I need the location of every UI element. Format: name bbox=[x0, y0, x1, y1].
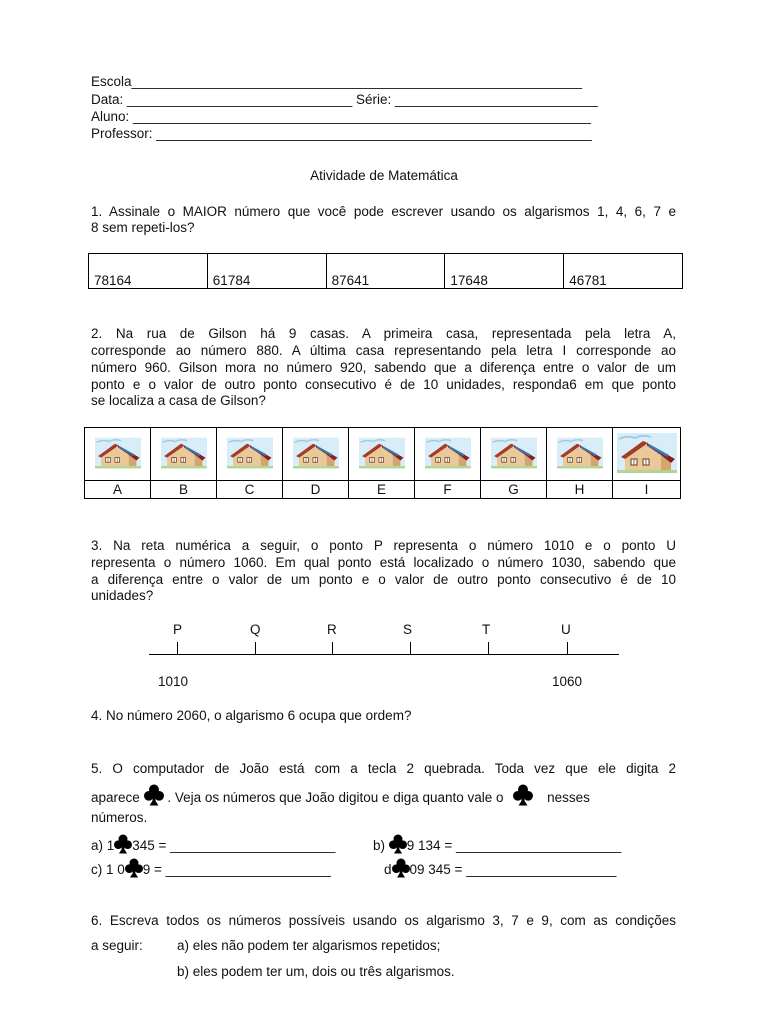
house-image bbox=[557, 437, 603, 469]
q5-item-c bbox=[91, 858, 331, 878]
q1-option[interactable]: 61784 bbox=[207, 254, 326, 289]
q2-text-line5: se localiza a casa de Gilson? bbox=[91, 393, 266, 408]
header-professor: Professor: __________________________________________________________ bbox=[91, 126, 592, 141]
q1-option[interactable]: 46781 bbox=[564, 254, 683, 289]
club-icon bbox=[114, 834, 132, 854]
house-image bbox=[617, 432, 677, 474]
house-image bbox=[293, 437, 339, 469]
q5-text-line1: 5. O computador de João está com a tecla 2 quebrada. Toda vez que ele digita 2 bbox=[91, 761, 676, 776]
q1-option[interactable]: 87641 bbox=[326, 254, 445, 289]
q6-condition-a: a) eles não podem ter algarismos repetidos; bbox=[177, 938, 441, 953]
q2-text-line2: corresponde ao número 880. A última casa representando pela letra I corresponde ao bbox=[91, 343, 676, 358]
tick-s bbox=[410, 642, 411, 654]
house-image bbox=[425, 437, 471, 469]
house-cell bbox=[217, 428, 283, 481]
house-cell bbox=[415, 428, 481, 481]
point-label-p: P bbox=[173, 622, 183, 637]
house-image bbox=[359, 437, 405, 469]
house-cell bbox=[151, 428, 217, 481]
q5-item-a-prefix: a) 1 bbox=[91, 838, 115, 853]
q5-line2-part3: nesses bbox=[547, 790, 590, 805]
q3-text-line4: unidades? bbox=[91, 588, 154, 603]
house-cell bbox=[283, 428, 349, 481]
q5-line2-part2: . Veja os números que João digitou e diga quanto vale o bbox=[167, 790, 504, 805]
q1-option[interactable]: 17648 bbox=[445, 254, 564, 289]
point-label-u: U bbox=[561, 622, 571, 637]
q5-item-d-answer[interactable]: 09 345 = ____________________ bbox=[409, 862, 617, 877]
header-aluno: Aluno: _____________________________________________________________ bbox=[91, 109, 592, 124]
house-image bbox=[161, 437, 207, 469]
q5-item-a-answer[interactable]: 345 = ______________________ bbox=[132, 838, 336, 853]
q5-item-b bbox=[373, 834, 621, 854]
house-label[interactable]: I bbox=[613, 481, 681, 499]
tick-r bbox=[332, 642, 333, 654]
q5-item-d bbox=[384, 858, 616, 878]
tick-u bbox=[567, 642, 568, 654]
q5-item-c-prefix: c) 1 0 bbox=[91, 862, 125, 877]
house-cell bbox=[349, 428, 415, 481]
club-icon bbox=[513, 784, 533, 806]
house-label[interactable]: H bbox=[547, 481, 613, 499]
house-cell bbox=[85, 428, 151, 481]
q3-text-line2: representa o número 1060. Em qual ponto está localizado o número 1030, sabendo que bbox=[91, 555, 676, 570]
q5-item-b-prefix: b) bbox=[373, 838, 386, 853]
end-value: 1060 bbox=[552, 674, 583, 689]
point-label-t: T bbox=[482, 622, 491, 637]
q6-condition-b: b) eles podem ter um, dois ou três algarismos. bbox=[177, 964, 455, 979]
q2-text-line1: 2. Na rua de Gilson há 9 casas. A primeira casa, representada pela letra A, bbox=[91, 326, 676, 341]
house-label[interactable]: A bbox=[85, 481, 151, 499]
q5-item-a bbox=[91, 834, 335, 854]
q5-item-b-answer[interactable]: 9 134 = ______________________ bbox=[406, 838, 622, 853]
house-label[interactable]: D bbox=[283, 481, 349, 499]
q6-text-line2: a seguir: bbox=[91, 938, 143, 953]
q5-text-line3: números. bbox=[91, 810, 148, 825]
q5-item-d-prefix: d bbox=[384, 862, 392, 877]
house-label[interactable]: F bbox=[415, 481, 481, 499]
q1-text-line2: 8 sem repeti-los? bbox=[91, 220, 195, 235]
header-escola: Escola____________________________________________________________ bbox=[91, 74, 583, 89]
point-label-r: R bbox=[327, 622, 337, 637]
house-image bbox=[95, 437, 141, 469]
house-label[interactable]: G bbox=[481, 481, 547, 499]
house-cell bbox=[547, 428, 613, 481]
club-icon bbox=[392, 858, 410, 878]
q2-text-line3: número 960. Gilson mora no número 920, sabendo que a diferença entre o valor de um bbox=[91, 360, 676, 375]
q3-text-line3: a diferença entre o valor de um ponto e o valor de outro ponto consecutivo é de 10 bbox=[91, 572, 676, 587]
tick-t bbox=[488, 642, 489, 654]
q3-text-line1: 3. Na reta numérica a seguir, o ponto P representa o número 1010 e o ponto U bbox=[91, 538, 676, 553]
page-title: Atividade de Matemática bbox=[310, 168, 458, 183]
house-cell bbox=[481, 428, 547, 481]
q2-houses-table bbox=[84, 427, 681, 499]
point-label-q: Q bbox=[250, 622, 261, 637]
club-icon bbox=[125, 858, 143, 878]
q5-text-line2 bbox=[91, 784, 676, 806]
house-label[interactable]: C bbox=[217, 481, 283, 499]
tick-p bbox=[177, 642, 178, 654]
house-cell bbox=[613, 428, 681, 481]
q1-text-line1: 1. Assinale o MAIOR número que você pode escrever usando os algarismos 1, 4, 6, 7 e bbox=[91, 204, 676, 219]
house-image bbox=[227, 437, 273, 469]
house-label[interactable]: B bbox=[151, 481, 217, 499]
tick-q bbox=[255, 642, 256, 654]
club-icon bbox=[389, 834, 407, 854]
q1-options-table bbox=[88, 253, 683, 289]
header-data-serie: Data: ______________________________ Série: ___________________________ bbox=[91, 92, 598, 107]
point-label-s: S bbox=[403, 622, 413, 637]
q2-text-line4: ponto e o valor de outro ponto consecutivo é de 10 unidades, responda6 em que ponto bbox=[91, 377, 676, 392]
house-label[interactable]: E bbox=[349, 481, 415, 499]
q5-line2-part1: aparece bbox=[91, 790, 140, 805]
q6-text-line1: 6. Escreva todos os números possíveis usando os algarismo 3, 7 e 9, com as condições bbox=[91, 913, 676, 928]
number-line-axis bbox=[149, 654, 619, 655]
q1-option[interactable]: 78164 bbox=[89, 254, 208, 289]
house-image bbox=[491, 437, 537, 469]
club-icon bbox=[144, 784, 164, 806]
q5-item-c-answer[interactable]: 9 = ______________________ bbox=[142, 862, 331, 877]
start-value: 1010 bbox=[158, 674, 189, 689]
q4-text: 4. No número 2060, o algarismo 6 ocupa que ordem? bbox=[91, 708, 412, 723]
